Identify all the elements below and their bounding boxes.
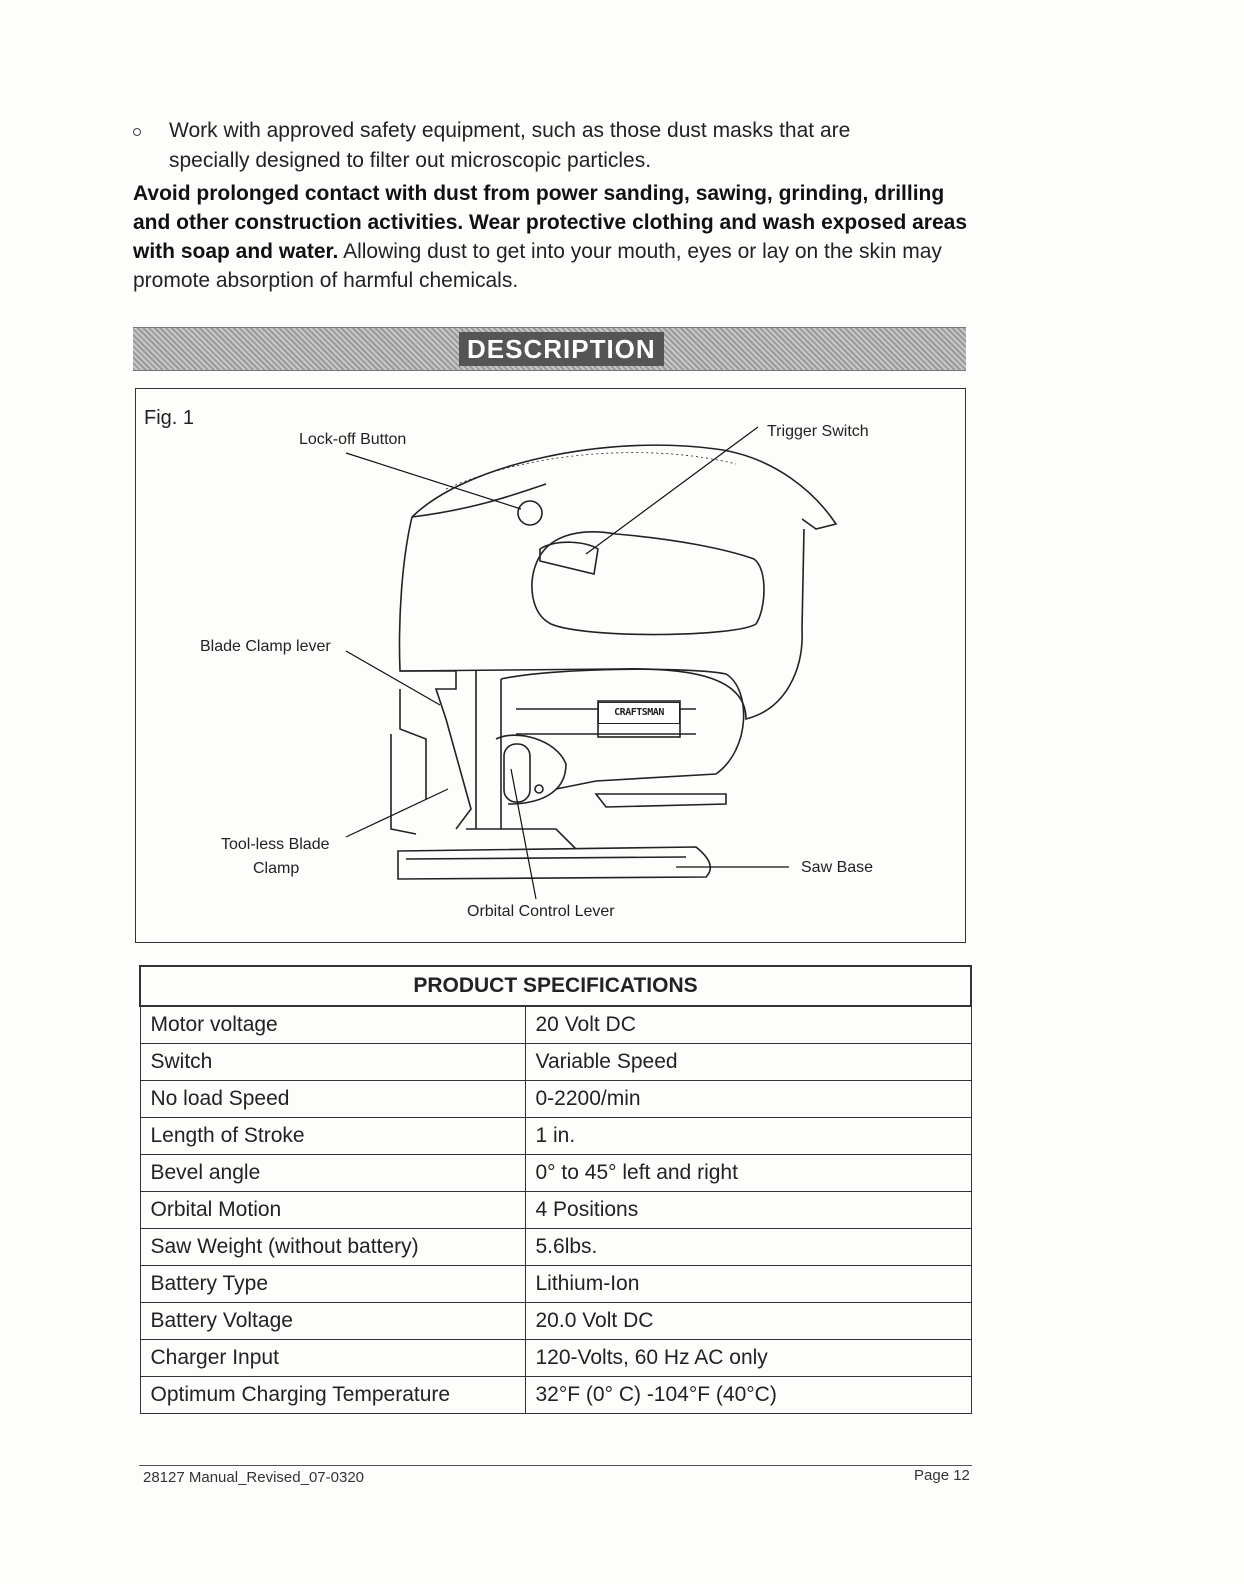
spec-label: Length of Stroke <box>140 1118 525 1155</box>
specs-title: PRODUCT SPECIFICATIONS <box>140 966 971 1006</box>
trigger-switch-shape <box>540 542 598 574</box>
blade-clamp-assembly <box>400 671 471 829</box>
spec-value: Variable Speed <box>525 1044 971 1081</box>
spec-label: Battery Type <box>140 1266 525 1303</box>
handle-texture <box>446 453 736 489</box>
safety-bullet <box>133 116 963 176</box>
bullet-line-2: specially designed to filter out microscopic particles. <box>169 149 652 172</box>
spec-value: 20 Volt DC <box>525 1006 971 1044</box>
spec-label: Saw Weight (without battery) <box>140 1229 525 1266</box>
spec-row <box>140 1229 971 1266</box>
housing-front <box>476 671 501 829</box>
spec-row <box>140 1118 971 1155</box>
blade-guard <box>400 689 426 799</box>
saw-base-edge <box>406 857 686 859</box>
specs-body <box>140 1006 971 1414</box>
orbital-dial <box>496 735 566 804</box>
spec-label: Orbital Motion <box>140 1192 525 1229</box>
orbital-position-icon <box>535 785 543 793</box>
saw-body <box>400 517 805 719</box>
spec-label: Motor voltage <box>140 1006 525 1044</box>
spec-label: Battery Voltage <box>140 1303 525 1340</box>
spec-value: 0° to 45° left and right <box>525 1155 971 1192</box>
footer-rule <box>139 1465 972 1466</box>
label-orbital-control-lever: Orbital Control Lever <box>467 903 615 920</box>
spec-value: 4 Positions <box>525 1192 971 1229</box>
spec-value: 120-Volts, 60 Hz AC only <box>525 1340 971 1377</box>
spec-value: 20.0 Volt DC <box>525 1303 971 1340</box>
footer-page-number: Page 12 <box>914 1467 970 1484</box>
spec-label: Charger Input <box>140 1340 525 1377</box>
bullet-line-1: Work with approved safety equipment, such as those dust masks that are <box>169 119 851 142</box>
spec-row <box>140 1044 971 1081</box>
label-toolless-blade-line2: Clamp <box>253 860 300 877</box>
dust-warning <box>133 179 973 295</box>
spec-row <box>140 1192 971 1229</box>
spec-value: 1 in. <box>525 1118 971 1155</box>
spec-label: Bevel angle <box>140 1155 525 1192</box>
spec-row <box>140 1303 971 1340</box>
base-mount <box>466 829 576 849</box>
blade-guard-front <box>391 734 416 834</box>
motor-housing <box>501 669 744 789</box>
spec-label: Switch <box>140 1044 525 1081</box>
leader-orbital <box>511 769 536 899</box>
label-lock-off-button: Lock-off Button <box>299 431 407 448</box>
section-banner <box>133 327 966 371</box>
label-toolless-blade-line1: Tool-less Blade <box>221 836 330 853</box>
spec-value: 0-2200/min <box>525 1081 971 1118</box>
label-saw-base: Saw Base <box>801 859 874 876</box>
spec-row <box>140 1266 971 1303</box>
spec-row <box>140 1081 971 1118</box>
handle-top <box>412 445 836 529</box>
warning-normal-text: Allowing dust to get into your mouth, eyes or lay on the skin may promote absorption of harmful chemicals. <box>133 240 942 292</box>
saw-base-shape <box>398 847 710 879</box>
bevel-rail <box>596 794 726 807</box>
craftsman-logo: CRAFTSMAN <box>598 702 680 724</box>
spec-value: 32°F (0° C) -104°F (40°C) <box>525 1377 971 1414</box>
product-specifications-table <box>139 965 972 1414</box>
spec-label: Optimum Charging Temperature <box>140 1377 525 1414</box>
lock-off-button-shape <box>518 501 542 525</box>
spec-value: Lithium-Ion <box>525 1266 971 1303</box>
handle-opening <box>532 532 764 635</box>
spec-row <box>140 1006 971 1044</box>
spec-row <box>140 1340 971 1377</box>
warning-bold-text: Avoid prolonged contact with dust from power sanding, sawing, grinding, drilling and other construction activities. Wear protective clothing and wash exposed areas with soap and water. <box>133 182 968 263</box>
label-trigger-switch: Trigger Switch <box>767 423 869 440</box>
spec-label: No load Speed <box>140 1081 525 1118</box>
section-title: DESCRIPTION <box>459 332 664 366</box>
label-blade-clamp-lever: Blade Clamp lever <box>200 638 331 655</box>
spec-value: 5.6lbs. <box>525 1229 971 1266</box>
spec-row <box>140 1155 971 1192</box>
figure-1 <box>135 388 966 943</box>
spec-row <box>140 1377 971 1414</box>
orbital-knob <box>504 744 530 802</box>
bullet-icon <box>133 128 141 136</box>
leader-blade-clamp-lever <box>346 651 440 705</box>
figure-number: Fig. 1 <box>144 407 195 429</box>
footer-doc-id: 28127 Manual_Revised_07-0320 <box>143 1469 365 1486</box>
